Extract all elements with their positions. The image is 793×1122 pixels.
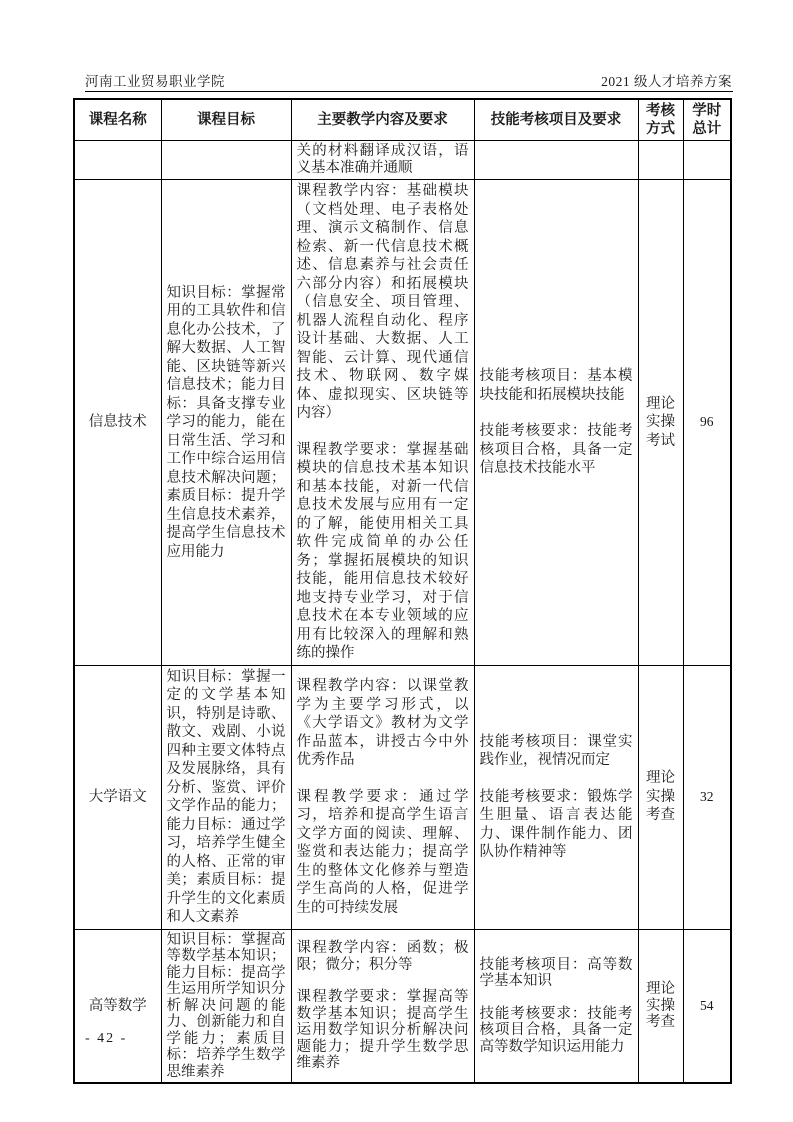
requirement-paragraph: 课程教学要求：通过学习，培养和提高学生语言文学方面的阅读、理解、鉴赏和表达能力；提高学生的整体文化修养与塑造学生高尚的人格，促进学生的可持续发展 [296,788,469,916]
cell-course-empty [74,141,161,180]
assessment-requirement-paragraph: 技能考核要求：技能考核项目合格，具备一定高等数学知识运用能力 [479,1005,633,1055]
cell-content [291,929,474,1083]
assessment-requirement-paragraph: 技能考核要求：技能考核项目合格，具备一定信息技术技能水平 [479,423,633,476]
col-header-method: 考核方式 [638,99,683,141]
header-school-name: 河南工业贸易职业学院 [85,74,225,89]
cell-objectives: 知识目标：掌握高等数学基本知识；能力目标：提高学生运用所学知识分析解决问题的能力、创新能力和自学能力；素质目标：培养学生数学思维素养 [161,929,291,1083]
table-row-information-technology [74,180,731,666]
assessment-item-paragraph: 技能考核项目：高等数学基本知识 [479,956,633,989]
assessment-requirement-paragraph: 技能考核要求：锻炼学生胆量、语言表达能力、课件制作能力、团队协作精神等 [479,788,633,860]
requirement-paragraph: 课程教学要求：掌握高等数学基本知识；提高学生运用数学知识分析解决问题能力；提升学生数学思维素养 [296,989,469,1071]
table-header-row [74,99,731,141]
content-paragraph: 课程教学内容：以课堂教学为主要学习形式，以《大学语文》教材为文学作品蓝本，讲授古今中外优秀作品 [296,678,469,768]
cell-objectives: 知识目标：掌握一定的文学基本知识，特别是诗歌、散文、戏剧、小说四种主要文体特点及发展脉络，具有分析、鉴赏、评价文学作品的能力；能力目标：通过学习，培养学生健全的人格、正常的审美；素质目标：提升学生的文化素质和人文素养 [161,665,291,929]
cell-assessment-empty [474,141,638,180]
cell-method: 理论实操考试 [638,180,683,666]
col-header-objectives: 课程目标 [161,99,291,141]
col-header-hours: 学时总计 [683,99,731,141]
requirement-paragraph: 课程教学要求：掌握基础模块的信息技术基本知识和基本技能，对新一代信息技术发展与应用有一定的了解，能使用相关工具软件完成简单的办公任务；掌握拓展模块的知识技能，能用信息技术较好地支持专业学习，对于信息技术在本专业领域的应用有比较深入的理解和熟练的操作 [296,441,469,661]
cell-content [291,665,474,929]
cell-assessment [474,929,638,1083]
curriculum-table [73,98,732,1084]
cell-objectives: 知识目标：掌握常用的工具软件和信息化办公技术，了解大数据、人工智能、区块链等新兴信息技术；能力目标：具备支撑专业学习的能力，能在日常生活、学习和工作中综合运用信息技术解决问题；素质目标：提升学生信息技术素养，提高学生信息技术应用能力 [161,180,291,666]
cell-hours: 32 [683,665,731,929]
cell-course-name: 大学语文 [74,665,161,929]
cell-hours-empty [683,141,731,180]
cell-course-name: 高等数学 [74,929,161,1083]
cell-method: 理论实操考查 [638,665,683,929]
table-row-continuation [74,141,731,180]
table-row-advanced-mathematics [74,929,731,1083]
col-header-assessment: 技能考核项目及要求 [474,99,638,141]
col-header-course-name: 课程名称 [74,99,161,141]
cell-content [291,180,474,666]
cell-assessment [474,180,638,666]
content-paragraph: 课程教学内容：基础模块（文档处理、电子表格处理、演示文稿制作、信息检索、新一代信息技术概述、信息素养与社会责任六部分内容）和拓展模块（信息安全、项目管理、机器人流程自动化、程序设计基础、大数据、人工智能、云计算、现代通信技术、物联网、数字媒体、虚拟现实、区块链等内容） [296,183,469,421]
page-number: - 42 - [85,1031,128,1046]
header-plan-title: 2021 级人才培养方案 [601,74,732,89]
assessment-item-paragraph: 技能考核项目：基本模块技能和拓展模块技能 [479,368,633,403]
table-row-college-chinese [74,665,731,929]
cell-method-empty [638,141,683,180]
header-rule [85,91,733,92]
content-paragraph: 课程教学内容：函数；极限；微分；积分等 [296,940,469,973]
cell-content-continuation: 关的材料翻译成汉语，语义基本准确并通顺 [291,141,474,180]
cell-method: 理论实操考查 [638,929,683,1083]
cell-hours: 96 [683,180,731,666]
cell-objectives-empty [161,141,291,180]
cell-course-name: 信息技术 [74,180,161,666]
assessment-item-paragraph: 技能考核项目：课堂实践作业，视情况而定 [479,733,633,768]
cell-hours: 54 [683,929,731,1083]
col-header-content: 主要教学内容及要求 [291,99,474,141]
cell-assessment [474,665,638,929]
